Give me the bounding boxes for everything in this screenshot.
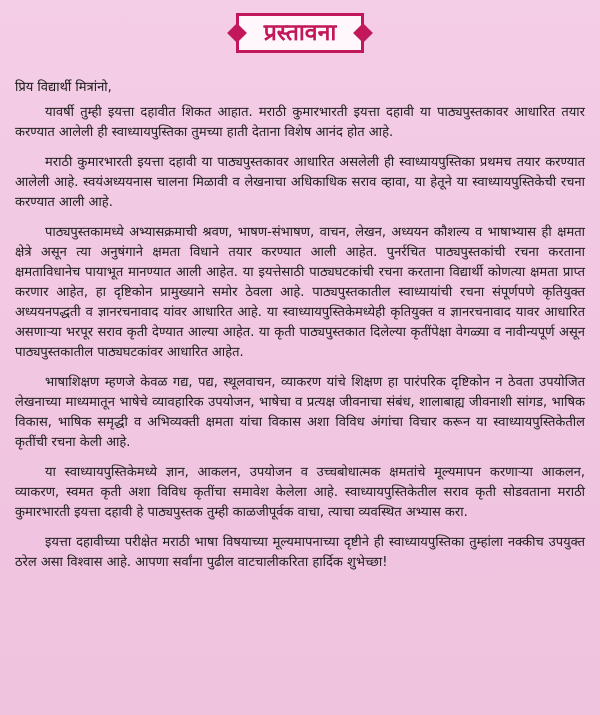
preface-body (15, 78, 585, 573)
paragraph-6: इयत्ता दहावीच्या परीक्षेत मराठी भाषा विषयाच्या मूल्यमापनाच्या दृष्टीने ही स्वाध्यायपुस्तिका तुम्हांला नक्कीच उपयुक्त ठरेल असा विश्वास आहे. आपणा सर्वांना पुढील वाटचालीकरिता हार्दिक शुभेच्छा! (15, 535, 585, 570)
title-frame (236, 13, 364, 53)
paragraph-3: पाठ्यपुस्तकामध्ये अभ्यासक्रमाची श्रवण, भाषण-संभाषण, वाचन, लेखन, अध्ययन कौशल्य व भाषाभ्यास ही क्षमता क्षेत्रे असून त्या अनुषंगाने क्षमता विधाने तयार करण्यात आली आहेत. पुनर्रचित पाठ्यपुस्तकांची रचना करताना क्षमताविधानेच पायाभूत मानण्यात आली आहेत. या इयत्तेसाठी पाठ्यघटकांची रचना करताना विद्यार्थी कोणत्या क्षमता प्राप्त करणार आहेत, हा दृष्टिकोन प्रामुख्याने समोर ठेवला आहे. पाठ्यपुस्तकातील स्वाध्यायांची रचना संपूर्णपणे कृतियुक्त अध्ययनपद्धती व ज्ञानरचनावाद यांवर आधारित आहे. या स्वाध्यायपुस्तिकेमध्येही कृतियुक्त व ज्ञानरचनावाद यावर आधारित असणाऱ्या भरपूर सराव कृती देण्यात आल्या आहेत. या कृती पाठ्यपुस्तकात दिलेल्या कृतींपेक्षा वेगळ्या व नावीन्यपूर्ण असून पाठ्यपुस्तकातील पाठ्यघटकांवर आधारित आहेत. (15, 225, 585, 360)
title-banner (0, 8, 600, 58)
paragraph-4: भाषाशिक्षण म्हणजे केवळ गद्य, पद्य, स्थूलवाचन, व्याकरण यांचे शिक्षण हा पारंपरिक दृष्टिकोन न ठेवता उपयोजित लेखनाच्या माध्यमातून भाषेचे व्यावहारिक उपयोजन, भाषेचा व प्रत्यक्ष जीवनाचा संबंध, शालाबाह्य जीवनाशी सांगड, भाषिक विकास, भाषिक समृद्धी व अभिव्यक्ती क्षमता यांचा विकास अशा विविध अंगांचा विचार करून या स्वाध्यायपुस्तिकेतील कृतींची रचना केली आहे. (15, 375, 585, 450)
paragraph-2: मराठी कुमारभारती इयत्ता दहावी या पाठ्यपुस्तकावर आधारित असलेली ही स्वाध्यायपुस्तिका प्रथमच तयार करण्यात आलेली आहे. स्वयंअध्ययनास चालना मिळावी व लेखनाचा अधिकाधिक सराव व्हावा, या हेतूने या स्वाध्यायपुस्तिकेची रचना करण्यात आली आहे. (15, 155, 585, 210)
page-title: प्रस्तावना (263, 19, 337, 46)
paragraph-5: या स्वाध्यायपुस्तिकेमध्ये ज्ञान, आकलन, उपयोजन व उच्चबोधात्मक क्षमतांचे मूल्यमापन करणाऱ्या आकलन, व्याकरण, स्वमत कृती अशा विविध कृतींचा समावेश केलेला आहे. स्वाध्यायपुस्तिकेतील सराव कृती सोडवताना मराठी कुमारभारती इयत्ता दहावी हे पाठ्यपुस्तक तुम्ही काळजीपूर्वक वाचा, त्याचा व्यवस्थित अभ्यास करा. (15, 465, 585, 520)
salutation: प्रिय विद्यार्थी मित्रांनो, (15, 80, 112, 95)
paragraph-1: यावर्षी तुम्ही इयत्ता दहावीत शिकत आहात. मराठी कुमारभारती इयत्ता दहावी या पाठ्यपुस्तकावर आधारित तयार करण्यात आलेली ही स्वाध्यायपुस्तिका तुमच्या हाती देताना विशेष आनंद होत आहे. (15, 105, 585, 140)
